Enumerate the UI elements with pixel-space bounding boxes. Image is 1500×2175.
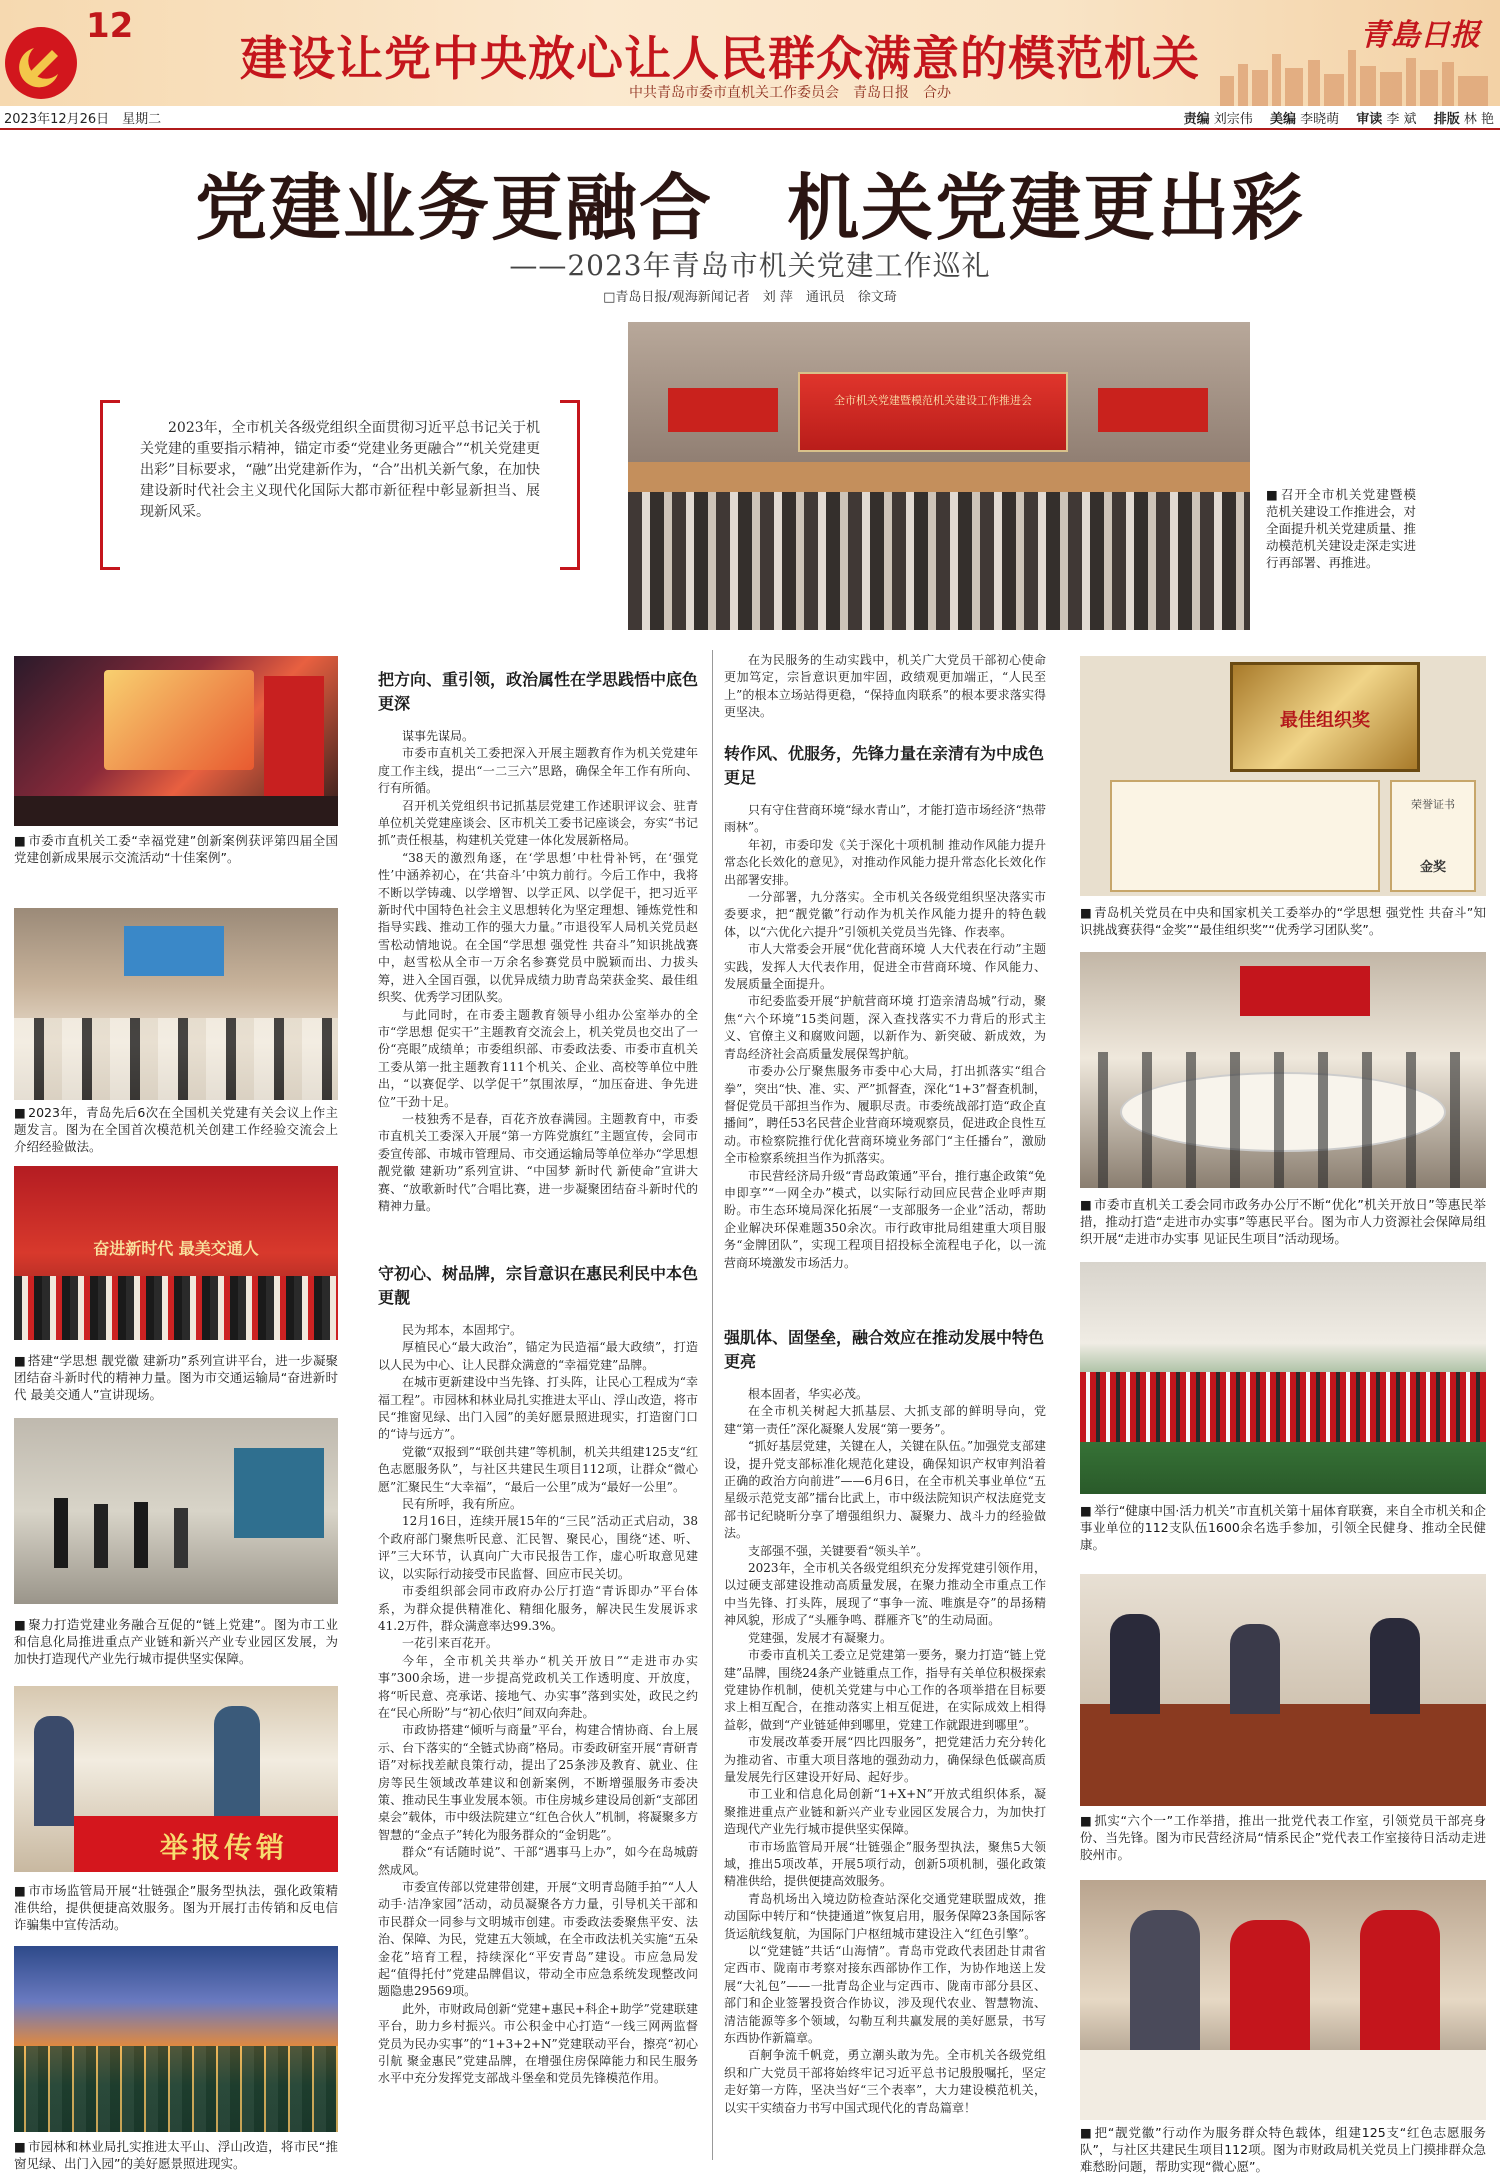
photo-caption-right-1: ■ 青岛机关党员在中央和国家机关工委举办的“学思想 强党性 共奋斗”知识挑战赛获得“金奖”“最佳组织奖”“优秀学习团队奖”。 bbox=[1080, 904, 1486, 938]
page-number: 12 bbox=[86, 6, 134, 46]
paragraph: 与此同时，在市委主题教育领导小组办公室举办的全市“学思想 促实干”主题教育交流会上，机关党员也交出了一份“亮眼”成绩单；市委组织部、市委政法委、市委市直机关工委从第一批主题教育111个机关、企业、高校等单位中胜出，“以赛促学、以学促干”氛围浓厚，“加压奋进、争先进位”干劲十足。 bbox=[378, 1007, 698, 1109]
photo-industrial-park bbox=[14, 1418, 338, 1604]
paragraph: 市工业和信息化局创新“1+X+N”开放式组织体系，凝聚推进重点产业链和新兴产业专业园区发展合力，为加快打造现代产业先行城市提供坚实保障。 bbox=[724, 1787, 1046, 1837]
paragraph: 支部强不强，关键要看“领头羊”。 bbox=[748, 1543, 929, 1558]
paragraph: “38天的激烈角逐，在‘学思想’中杜骨补钙，在‘强党性’中涵养初心，在‘共奋斗’中筑力前行。今后工作中，我将不断以学铸魂、以学增智、以学正风、以学促干，把习近平新时代中国特色社会主义思想转化为坚定理想、锤炼党性和指导实践、推动工作的强大力量。”市退役军人局机关党员赵雪松动情地说。在全国“学思想 强党性 共奋斗”知识挑战赛中，赵雪松从全市一万余名参赛党员中脱颖而出、力拔头筹，进入全国百强，以优异成绩力助青岛荣获金奖、最佳组织奖、优秀学习团队奖。 bbox=[378, 850, 698, 1005]
masthead bbox=[0, 0, 1500, 106]
paragraph: 在为民服务的生动实践中，机关广大党员干部初心使命更加笃定，宗旨意识更加牢固，政绩观更加端正，“人民至上”的根本立场站得更稳，“保持血肉联系”的根本要求落实得更坚决。 bbox=[724, 653, 1046, 720]
paragraph: 在全市机关树起大抓基层、大抓支部的鲜明导向，党建“第一责任”深化凝聚人发展“第一要务”。 bbox=[724, 1404, 1046, 1436]
photo-happy-party-building bbox=[14, 656, 338, 826]
section-3-body bbox=[724, 802, 1046, 1314]
editor-name: 刘宗伟 bbox=[1213, 112, 1253, 127]
paragraph: 今年，全市机关共举办“机关开放日”“走进市办实事”300余场，进一步提高党政机关工作透明度、开放度，将“听民意、亮承诺、接地气、办实事”落到实处，政民之约在“民心所盼”与“初心依归”间双向奔赴。 bbox=[378, 1653, 698, 1720]
paragraph: 市委市直机关工委把深入开展主题教育作为机关党建年度工作主线，提出“一二三六”思路，确保全年工作有所向、行有所循。 bbox=[378, 746, 698, 796]
certificate-label: 荣誉证书 bbox=[1411, 798, 1455, 811]
photo-caption-right-2: ■ 市委市直机关工委会同市政务办公厅不断“优化”机关开放日”等惠民举措，推动打造“走进市办实事”等惠民平台。图为市人力资源社会保障局组织开展“走进市办实事 见证民生项目”活动现场。 bbox=[1080, 1196, 1486, 1247]
photo-market-supervision bbox=[14, 1686, 338, 1872]
masthead-title: 建设让党中央放心让人民群众满意的模范机关 bbox=[240, 32, 1200, 87]
issue-date: 2023年12月26日 星期二 bbox=[4, 112, 162, 127]
photo-open-day bbox=[1080, 952, 1486, 1188]
award-text: 最佳组织奖 bbox=[1280, 710, 1370, 731]
paragraph: 以“党建链”共话“山海情”。青岛市党政代表团赴甘肃省定西市、陇南市考察对接东西部协作工作，为协作地送上发展“大礼包”——一批青岛企业与定西市、陇南市部分县区、部门和企业签署投资合作协议，涉及现代农业、智慧物流、清洁能源等多个领域，勾勒互利共赢发展的美好愿景，书写东西协作新篇章。 bbox=[724, 1944, 1046, 2046]
intro-bracket-right bbox=[560, 400, 580, 570]
party-emblem-icon bbox=[4, 26, 78, 100]
photo-caption-right-5: ■ 把“靓党徽”行动作为服务群众特色载体，组建125支“红色志愿服务队”，与社区共建民生项目112项。图为市财政局机关党员上门摸排群众急难愁盼问题，帮助实现“微心愿”。 bbox=[1080, 2124, 1486, 2175]
paragraph: 2023年，全市机关各级党组织充分发挥党建引领作用，以过硬支部建设推动高质量发展，在聚力推动全市重点工作中当先锋、打头阵，展现了“事争一流、唯旗是夺”的昂扬精神风貌，形成了“头雁争鸣、群雁齐飞”的生动局面。 bbox=[724, 1561, 1046, 1628]
paragraph: 市委办公厅聚焦服务市委中心大局，打出抓落实“组合拳”，突出“快、准、实、严”抓督查，深化“1+3”督查机制，督促党员干部担当作为、履职尽责。市委统战部打造“政企直播间”，聘任53名民营企业营商环境观察员，促进政企良性互动。市检察院推行优化营商环境业务部门“主任播台”，激励全市检察系统担当作为抓落实。 bbox=[724, 1064, 1046, 1166]
paragraph: 市纪委监委开展“护航营商环境 打造亲清岛城”行动，聚焦“六个环境”15类问题，深入查找落实不力背后的形式主义、官僚主义和腐败问题，以新作为、新突破、新成效，为青岛经济社会高质量发展保驾护航。 bbox=[724, 994, 1046, 1061]
paragraph: 此外，市财政局创新“党建+惠民+科企+助学”党建联建平台，助力乡村振兴。市公积金中心打造“一线三网两监督 党员为民办实事”的“1+3+2+N”党建联动平台，擦亮“初心引航 聚金惠民”党建品牌，在增强住房保障能力和民生服务水平中充分发挥党支部战斗堡垒和党员先锋模范作用。 bbox=[378, 2001, 698, 2086]
paragraph: 市市场监管局开展“壮链强企”服务型执法，聚焦5大领域，推出5项改革，开展5项行动，创新5项机制，强化政策精准供给，提供便捷高效服务。 bbox=[724, 1839, 1046, 1889]
photo-volunteers-visit bbox=[1080, 1880, 1486, 2120]
paragraph: 一枝独秀不是春，百花齐放春满园。主题教育中，市委市直机关工委深入开展“第一方阵党旗红”主题宣传，会同市委宣传部、市城市管理局、市交通运输局等单位举办“学思想 靓党徽 建新功”系列宣讲、“中国梦 新时代 新使命”宣讲大赛、“放歌新时代”合唱比赛，进一步凝聚团结奋斗新时代的精神力量。 bbox=[378, 1111, 698, 1213]
main-conference-photo bbox=[628, 322, 1250, 630]
photo-caption-left-4: ■ 聚力打造党建业务融合互促的“链上党建”。图为市工业和信息化局推进重点产业链和新兴产业专业园区发展，为加快打造现代产业先行城市提供坚实保障。 bbox=[14, 1616, 338, 1667]
paragraph: 谋事先谋局。 bbox=[402, 729, 475, 743]
editor-name: 林 艳 bbox=[1463, 112, 1494, 127]
paragraph: 年初，市委印发《关于深化十项机制 推动作风能力提升常态化长效化的意见》，对推动作风能力提升常态化长效化作出部署安排。 bbox=[724, 837, 1046, 887]
article-byline: □青岛日报/观海新闻记者 刘 萍 通讯员 徐文琦 bbox=[603, 290, 897, 305]
paragraph: 青岛机场出入境边防检查站深化交通党建联盟成效，推动国际中转厅和“快捷通道”恢复启用，服务保障23条国际客货运航线复航，为国际门户枢纽城市建设注入“红色引擎”。 bbox=[724, 1891, 1046, 1941]
section-2-body bbox=[378, 1322, 698, 2160]
photo-transport-lecture bbox=[14, 1166, 338, 1340]
photo-sports-league bbox=[1080, 1262, 1486, 1494]
paragraph: 群众“有话随时说”、干部“遇事马上办”，如今在岛城蔚然成风。 bbox=[378, 1845, 698, 1877]
paragraph: 市政协搭建“倾听与商量”平台，构建合情协商、台上展示、台下落实的“全链式协商”格局。市委政研室开展“青研青语”对标找差献良策行动，提出了25条涉及教育、就业、住房等民生领域改革建议和创新案例，不断增强服务市委决策、推动民生事业发展本领。市住房城乡建设局创新“支部团桌会”载体，市中级法院建立“红色合伙人”机制，将凝聚多方智慧的“金点子”转化为服务群众的“金钥匙”。 bbox=[378, 1723, 698, 1842]
paragraph: 市人大常委会开展“优化营商环境 人大代表在行动”主题实践，发挥人大代表作用，促进全市营商环境、作风能力、发展质量全面提升。 bbox=[724, 942, 1046, 992]
editor-name: 李晓萌 bbox=[1300, 112, 1340, 127]
editor-credits bbox=[1184, 108, 1494, 127]
section-4-body bbox=[724, 1386, 1046, 2160]
paragraph: 民为邦本，本固邦宁。 bbox=[402, 1323, 523, 1337]
main-photo-caption: ■ 召开全市机关党建暨模范机关建设工作推进会，对全面提升机关党建质量、推动模范机关建设走深走实进行再部署、再推进。 bbox=[1266, 486, 1416, 571]
editor-role: 排版 bbox=[1433, 112, 1460, 127]
paragraph: 一分部署，九分落实。全市机关各级党组织坚决落实市委要求，把“靓党徽”行动作为机关作风能力提升的特色载体，以“六优化六提升”引领机关党员当先锋、作表率。 bbox=[724, 890, 1046, 939]
photo-party-rep-office bbox=[1080, 1574, 1486, 1806]
paragraph: 党徽“双报到”“联创共建”等机制，机关共组建125支“红色志愿服务队”，与社区共建民生项目112项，让群众“微心愿”汇聚民生“大幸福”，“最后一公里”成为“最好一公里”。 bbox=[378, 1444, 698, 1494]
section-title-3: 转作风、优服务，先锋力量在亲清有为中成色更足 bbox=[724, 744, 1045, 787]
editor-name: 李 斌 bbox=[1386, 112, 1417, 127]
editor-role: 审读 bbox=[1356, 112, 1383, 127]
photo-national-meeting bbox=[14, 908, 338, 1100]
column-divider bbox=[712, 650, 713, 2160]
paragraph: 市民营经济局升级“青岛政策通”平台，推行惠企政策“免申即享”“一网全办”模式，以实际行动回应民营企业呼声期盼。市生态环境局深化拓展“一支部服务一企业”活动，帮助企业解决环保难题350余次。市行政审批局组建重大项目服务“金牌团队”，实现工程项目招投标全流程电子化，以一流营商环境激发市场活力。 bbox=[724, 1168, 1046, 1270]
photo-caption-left-5: ■ 市市场监管局开展“壮链强企”服务型执法，强化政策精准供给，提供便捷高效服务。图为开展打击传销和反电信诈骗集中宣传活动。 bbox=[14, 1882, 338, 1933]
editor-role: 责编 bbox=[1183, 112, 1210, 127]
intro-box bbox=[100, 400, 580, 570]
section-title-1: 把方向、重引领，政治属性在学思践悟中底色更深 bbox=[378, 670, 699, 713]
intro-bracket-left bbox=[100, 400, 120, 570]
editor-role: 美编 bbox=[1269, 112, 1296, 127]
masthead-subtitle: 中共青岛市委市直机关工作委员会 青岛日报 合办 bbox=[629, 85, 951, 101]
paragraph: 百舸争流千帆竞，勇立潮头敢为先。全市机关各级党组织和广大党员干部将始终牢记习近平总书记殷殷嘱托，坚定走好第一方阵，坚决当好“三个表率”，大力建设模范机关，以实干实绩奋力书写中国式现代化的青岛篇章！ bbox=[724, 2048, 1046, 2115]
sign-text: 举报传销 bbox=[159, 1831, 288, 1864]
paragraph: 市委宣传部以党建带创建，开展“文明青岛随手拍”“人人动手·洁净家园”活动，动员凝聚各方力量，引导机关干部和市民群众一同参与文明城市创建。市委政法委聚焦平安、法治、保障、为民，党建五大领域，在全市政法机关实施“五朵金花”培育工程，持续深化“平安青岛”建设。市应急局发起“值得托付”党建品牌倡议，带动全市应急系统发现整改问题隐患29569项。 bbox=[378, 1880, 698, 1999]
section-title-2: 守初心、树品牌，宗旨意识在惠民利民中本色更靓 bbox=[378, 1264, 699, 1307]
paragraph: 一花引来百花开。 bbox=[402, 1636, 499, 1651]
paragraph: 民有所呼，我有所应。 bbox=[402, 1497, 523, 1512]
section-1-body bbox=[378, 728, 698, 1268]
photo-caption-right-4: ■ 抓实“六个一”工作举措，推出一批党代表工作室，引领党员干部亮身份、当先锋。图为市民营经济局“情系民企”党代表工作室接待日活动走进胶州市。 bbox=[1080, 1812, 1486, 1863]
paragraph: 只有守住营商环境“绿水青山”，才能打造市场经济“热带雨林”。 bbox=[724, 803, 1046, 835]
paragraph: 在城市更新建设中当先锋、打头阵，让民心工程成为“幸福工程”。市园林和林业局扎实推进太平山、浮山改造，将市民“推窗见绿、出门入园”的美好愿景照进现实，打造窗门口的“诗与远方”。 bbox=[378, 1375, 698, 1442]
paragraph: 根本固者，华实必茂。 bbox=[748, 1387, 869, 1401]
banner-text: 奋进新时代 最美交通人 bbox=[93, 1239, 259, 1258]
section-title-4: 强肌体、固堡垒，融合效应在推动发展中特色更亮 bbox=[724, 1328, 1045, 1371]
paragraph: 市委市直机关工委立足党建第一要务，聚力打造“链上党建”品牌，围绕24条产业链重点工作，指导有关单位积极探索党建协作机制，使机关党建与中心工作的各项举措在目标要求上相互配合，在推动落实上相互促进，在实际成效上相得益彰，做到“产业链延伸到哪里，党建工作就跟进到哪里”。 bbox=[724, 1648, 1046, 1732]
photo-award-certificate bbox=[1080, 656, 1486, 896]
paragraph: 党建强，发展才有凝聚力。 bbox=[748, 1630, 893, 1645]
article-subheadline: ——2023年青岛市机关党建工作巡礼 bbox=[509, 249, 991, 282]
photo-mountain-park bbox=[14, 1946, 338, 2132]
paper-logo: 青島日报 bbox=[1360, 18, 1480, 53]
paragraph: 市委组织部会同市政府办公厅打造“青诉即办”平台体系，为群众提供精准化、精细化服务，解决民生发展诉求41.2万件，群众满意率达99.3%。 bbox=[378, 1584, 698, 1633]
certificate-gold: 金奖 bbox=[1419, 860, 1446, 875]
paragraph: 市发展改革委开展“四比四服务”，把党建活力充分转化为推动省、市重大项目落地的强劲动力，确保绿色低碳高质量发展先行区建设开好局、起好步。 bbox=[724, 1735, 1046, 1784]
stage-screen-text: 全市机关党建暨模范机关建设工作推进会 bbox=[834, 394, 1032, 407]
photo-caption-left-6: ■ 市园林和林业局扎实推进太平山、浮山改造，将市民“推窗见绿、出门入园”的美好愿景照进现实。 bbox=[14, 2138, 338, 2172]
photo-caption-left-2: ■ 2023年，青岛先后6次在全国机关党建有关会议上作主题发言。图为在全国首次模范机关创建工作经验交流会上介绍经验做法。 bbox=[14, 1104, 338, 1155]
intro-text: 2023年，全市机关各级党组织全面贯彻习近平总书记关于机关党建的重要指示精神，锚定市委“党建业务更融合”“机关党建更出彩”目标要求，“融”出党建新作为，“合”出机关新气象，在加快建设新时代社会主义现代化国际大都市新征程中彰显新担当、展现新风采。 bbox=[140, 420, 540, 520]
photo-caption-left-3: ■ 搭建“学思想 靓党徽 建新功”系列宣讲平台，进一步凝聚团结奋斗新时代的精神力量。图为市交通运输局“奋进新时代 最美交通人”宣讲现场。 bbox=[14, 1352, 338, 1403]
header-rule bbox=[0, 128, 1500, 130]
paragraph: 12月16日，连续开展15年的“三民”活动正式启动，38个政府部门聚焦听民意、汇民智、聚民心，围绕“述、听、评”三大环节，认真向广大市民报告工作，虚心听取意见建议，以实际行动接受市民监督、回应市民关切。 bbox=[378, 1514, 698, 1581]
paragraph: 厚植民心“最大政治”，锚定为民造福“最大政绩”，打造以人民为中心、让人民群众满意的“幸福党建”品牌。 bbox=[378, 1340, 698, 1372]
article-headline: 党建业务更融合 机关党建更出彩 bbox=[194, 165, 1305, 250]
paragraph: 召开机关党组织书记抓基层党建工作述职评议会、驻青单位机关党建座谈会、区市机关工委书记座谈会，夯实“书记抓”责任根基，构建机关党建一体化发展新格局。 bbox=[378, 798, 698, 848]
photo-caption-left-1: ■ 市委市直机关工委“幸福党建”创新案例获评第四届全国党建创新成果展示交流活动“十佳案例”。 bbox=[14, 832, 338, 866]
section-2-continued bbox=[724, 652, 1046, 722]
photo-caption-right-3: ■ 举行“健康中国·活力机关”市直机关第十届体育联赛，来自全市机关和企事业单位的112支队伍1600余名选手参加，引领全民健身、推动全民健康。 bbox=[1080, 1502, 1486, 1553]
paragraph: “抓好基层党建，关键在人，关键在队伍。”加强党支部建设，提升党支部标准化规范化建设，确保知识产权审判沿着正确的政治方向前进”——6月6日，在全市机关事业单位“五星级示范党支部”擂台比武上，市中级法院知识产权法庭党支部书记纪晓昕分享了增强组织力、凝聚力、战斗力的经验做法。 bbox=[724, 1439, 1046, 1541]
